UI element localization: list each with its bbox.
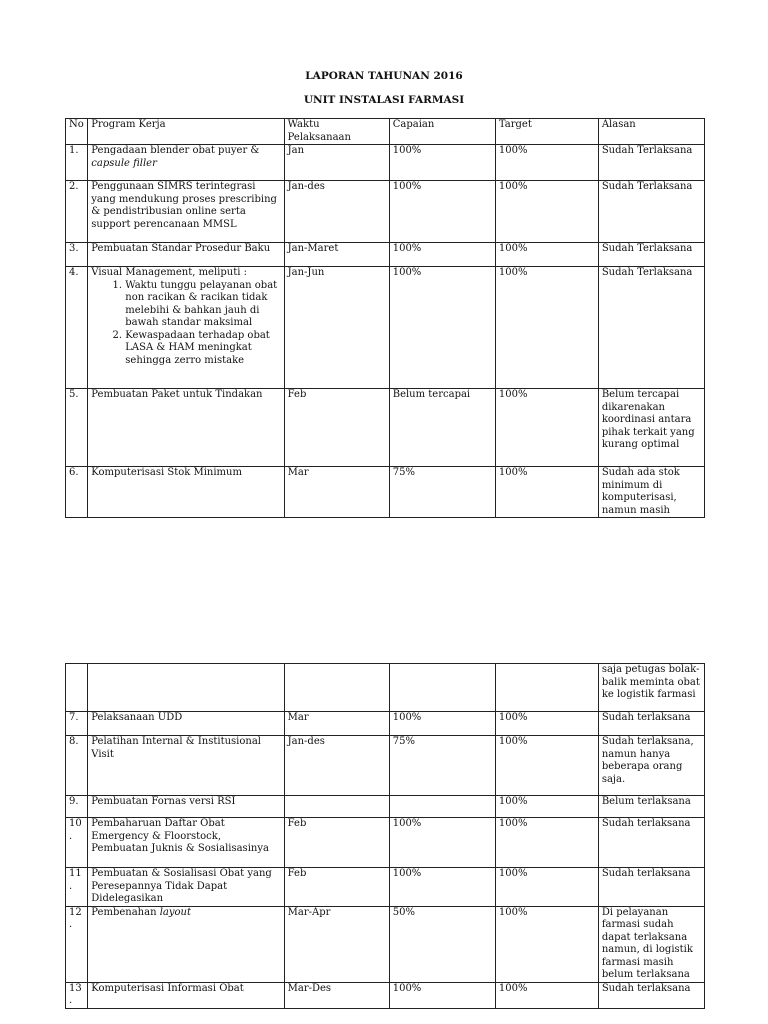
row-program: Penggunaan SIMRS terintegrasi yang mendukung proses prescribing & pendistribusian online serta support perencanaan MMSL <box>88 181 284 243</box>
header-no: No <box>66 119 88 145</box>
row-no: 11. <box>66 868 88 907</box>
row-alasan: Sudah Terlaksana <box>598 267 704 389</box>
row-target: 100% <box>495 796 598 818</box>
row-program: Komputerisasi Stok Minimum <box>88 467 284 518</box>
row-no: 4. <box>66 267 88 389</box>
row-no: 9. <box>66 796 88 818</box>
row-program: Pembuatan Paket untuk Tindakan <box>88 389 284 467</box>
row-capaian <box>389 664 495 712</box>
row-capaian: 100% <box>389 243 495 267</box>
program-table-page-2 <box>65 663 705 1009</box>
row-program: Pelatihan Internal & Institusional Visit <box>88 736 284 796</box>
row-waktu: Jan-des <box>284 736 389 796</box>
report-title: LAPORAN TAHUNAN 2016 <box>305 70 463 82</box>
row-program: Pembuatan Standar Prosedur Baku <box>88 243 284 267</box>
row-target: 100% <box>495 868 598 907</box>
row-no: 1. <box>66 145 88 181</box>
row-alasan: Sudah terlaksana, namun hanya beberapa orang saja. <box>598 736 704 796</box>
row-no <box>66 664 88 712</box>
row-waktu: Jan-Maret <box>284 243 389 267</box>
header-alasan: Alasan <box>598 119 704 145</box>
row-capaian: 100% <box>389 868 495 907</box>
row-program-italic: capsule filler <box>91 157 157 169</box>
row-target: 100% <box>495 736 598 796</box>
row-capaian: 75% <box>389 467 495 518</box>
sub-item-list <box>91 280 280 368</box>
row-target: 100% <box>495 712 598 736</box>
table-row <box>66 267 705 389</box>
row-waktu: Mar-Des <box>284 982 389 1008</box>
row-program: Pembuatan & Sosialisasi Obat yang Peresepannya Tidak Dapat Didelegasikan <box>88 868 284 907</box>
row-waktu: Jan-Jun <box>284 267 389 389</box>
row-waktu: Jan <box>284 145 389 181</box>
row-waktu: Feb <box>284 868 389 907</box>
table-row <box>66 181 705 243</box>
row-target <box>495 664 598 712</box>
row-waktu: Mar-Apr <box>284 906 389 982</box>
row-capaian: 100% <box>389 267 495 389</box>
row-target: 100% <box>495 982 598 1008</box>
row-no: 5. <box>66 389 88 467</box>
table-row <box>66 868 705 907</box>
row-program <box>88 664 284 712</box>
table-row <box>66 389 705 467</box>
row-capaian: 100% <box>389 181 495 243</box>
row-target: 100% <box>495 267 598 389</box>
table-row <box>66 982 705 1008</box>
row-waktu: Mar <box>284 712 389 736</box>
report-subtitle: UNIT INSTALASI FARMASI <box>303 94 465 106</box>
row-alasan: Belum terlaksana <box>598 796 704 818</box>
row-target: 100% <box>495 467 598 518</box>
table-row <box>66 145 705 181</box>
row-target: 100% <box>495 243 598 267</box>
row-alasan: Belum tercapai dikarenakan koordinasi antara pihak terkait yang kurang optimal <box>598 389 704 467</box>
table-row <box>66 818 705 868</box>
row-waktu: Mar <box>284 467 389 518</box>
row-program-text: Pembenahan <box>91 906 160 918</box>
row-program <box>88 906 284 982</box>
row-no: 7. <box>66 712 88 736</box>
header-program: Program Kerja <box>88 119 284 145</box>
row-capaian: 100% <box>389 712 495 736</box>
row-no: 8. <box>66 736 88 796</box>
row-alasan: Sudah terlaksana <box>598 712 704 736</box>
program-table-page-1 <box>65 118 705 518</box>
row-no: 12. <box>66 906 88 982</box>
table-row <box>66 906 705 982</box>
row-no: 13. <box>66 982 88 1008</box>
row-capaian: Belum tercapai <box>389 389 495 467</box>
row-program <box>88 145 284 181</box>
row-program: Komputerisasi Informasi Obat <box>88 982 284 1008</box>
row-waktu: Feb <box>284 818 389 868</box>
row-alasan: Sudah terlaksana <box>598 982 704 1008</box>
row-program <box>88 267 284 389</box>
row-no: 10. <box>66 818 88 868</box>
header-capaian: Capaian <box>389 119 495 145</box>
row-alasan: Sudah Terlaksana <box>598 145 704 181</box>
row-alasan: Di pelayanan farmasi sudah dapat terlaksana namun, di logistik farmasi masih belum terlaksana <box>598 906 704 982</box>
row-capaian: 75% <box>389 736 495 796</box>
row-target: 100% <box>495 181 598 243</box>
row-capaian: 100% <box>389 818 495 868</box>
row-target: 100% <box>495 818 598 868</box>
row-program-text: Pengadaan blender obat puyer & <box>91 145 260 156</box>
row-program: Pembuatan Fornas versi RSI <box>88 796 284 818</box>
table-row <box>66 467 705 518</box>
row-alasan: Sudah ada stok minimum di komputerisasi, namun masih <box>598 467 704 518</box>
row-no: 3. <box>66 243 88 267</box>
table-row <box>66 243 705 267</box>
table-header-row <box>66 119 705 145</box>
row-waktu: Jan-des <box>284 181 389 243</box>
row-waktu <box>284 796 389 818</box>
table-row <box>66 664 705 712</box>
row-program: Pembaharuan Daftar Obat Emergency & Floorstock, Pembuatan Juknis & Sosialisasinya <box>88 818 284 868</box>
table-row <box>66 796 705 818</box>
row-no: 6. <box>66 467 88 518</box>
row-capaian: 50% <box>389 906 495 982</box>
row-target: 100% <box>495 389 598 467</box>
row-program: Pelaksanaan UDD <box>88 712 284 736</box>
sub-item: 1. Waktu tunggu pelayanan obat non racikan & racikan tidak melebihi & bahkan jauh di bawah standar maksimal <box>125 280 280 330</box>
row-alasan: Sudah terlaksana <box>598 868 704 907</box>
row-capaian <box>389 796 495 818</box>
row-alasan: Sudah Terlaksana <box>598 243 704 267</box>
row-target: 100% <box>495 906 598 982</box>
row-capaian: 100% <box>389 982 495 1008</box>
row-target: 100% <box>495 145 598 181</box>
row-waktu: Feb <box>284 389 389 467</box>
header-target: Target <box>495 119 598 145</box>
row-alasan: Sudah Terlaksana <box>598 181 704 243</box>
table-row <box>66 712 705 736</box>
row-no: 2. <box>66 181 88 243</box>
row-program-italic: layout <box>159 906 192 918</box>
row-alasan: Sudah terlaksana <box>598 818 704 868</box>
sub-item: 2. Kewaspadaan terhadap obat LASA & HAM meningkat sehingga zerro mistake <box>125 330 280 368</box>
table-row <box>66 736 705 796</box>
header-waktu: Waktu Pelaksanaan <box>284 119 389 145</box>
row-program-text: Visual Management, meliputi : <box>91 267 247 278</box>
row-capaian: 100% <box>389 145 495 181</box>
row-alasan: saja petugas bolak-balik meminta obat ke logistik farmasi <box>598 664 704 712</box>
row-waktu <box>284 664 389 712</box>
